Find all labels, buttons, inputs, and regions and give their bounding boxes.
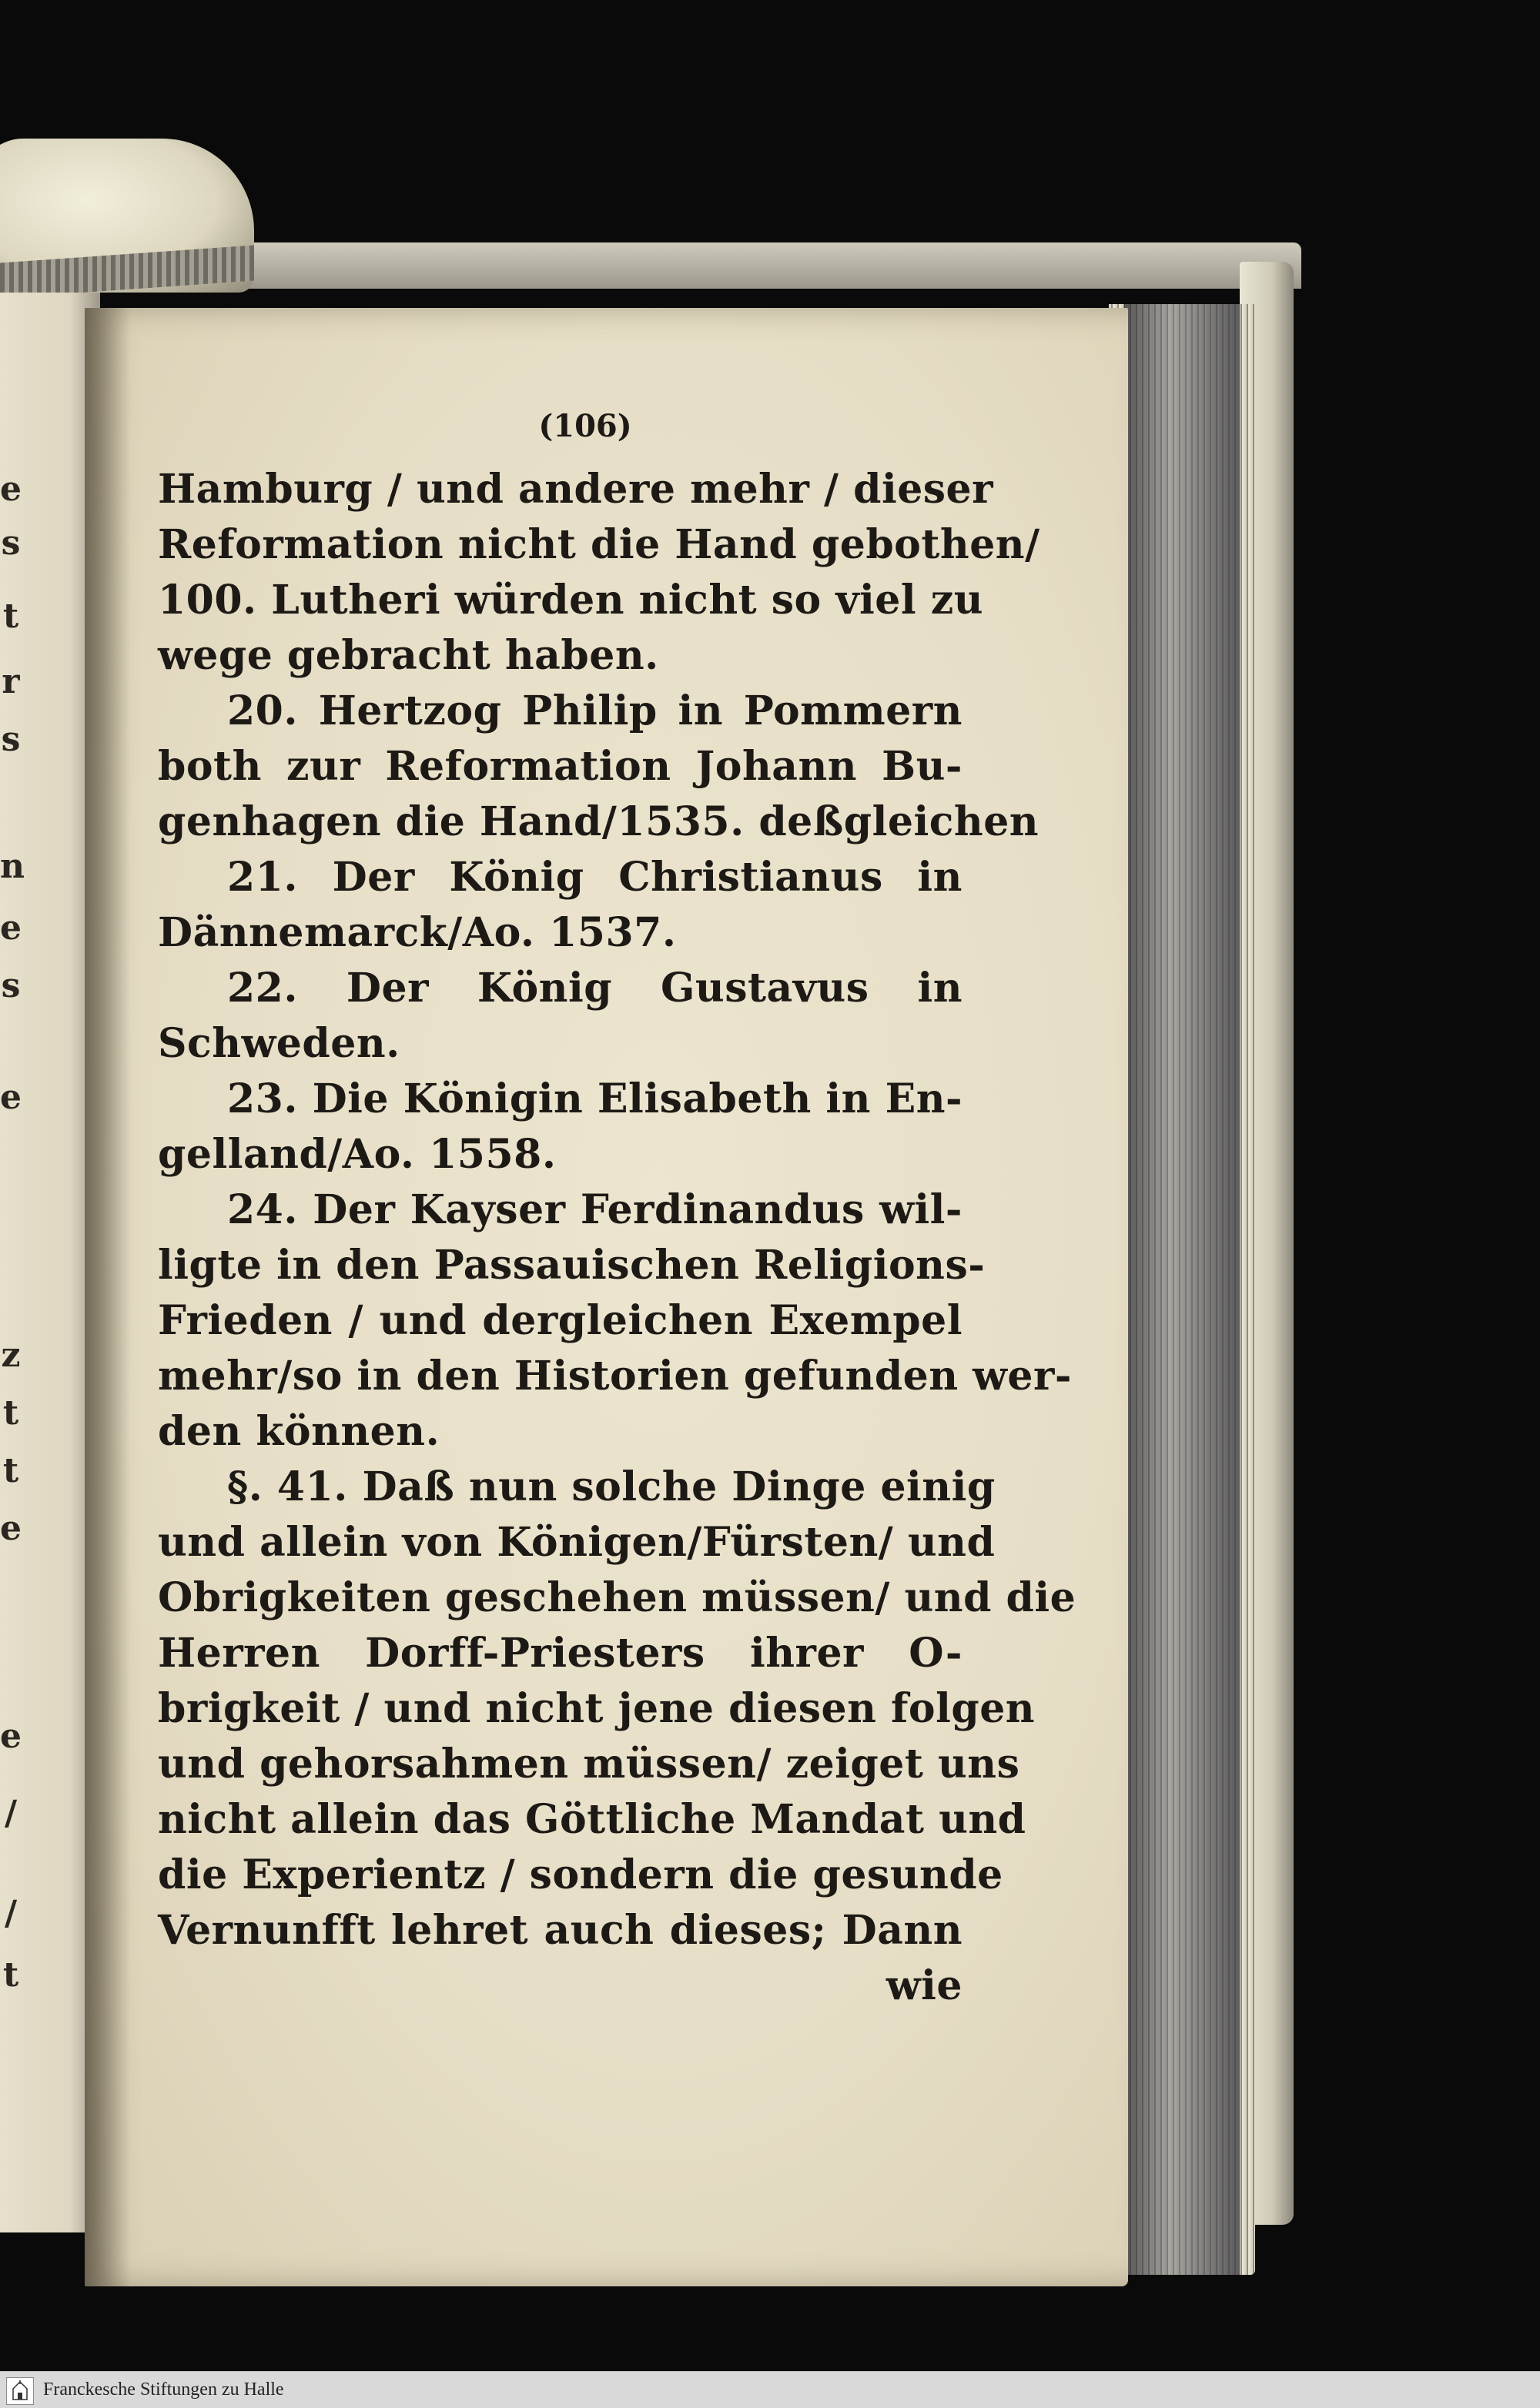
left-page-fragment: e bbox=[0, 908, 22, 948]
left-page-fragment: s bbox=[1, 523, 21, 563]
text-line: Herren Dorff-Priesters ihrer O- bbox=[158, 1630, 962, 1677]
institution-name: Franckesche Stiftungen zu Halle bbox=[43, 2380, 284, 2400]
left-page-fragment: e bbox=[0, 1717, 22, 1756]
left-page-fragment: t bbox=[2, 1451, 19, 1490]
text-line: brigkeit / und nicht jene diesen folgen bbox=[158, 1685, 1036, 1732]
text-line: Hamburg / und andere mehr / dieser bbox=[158, 466, 994, 513]
text-line: Reformation nicht die Hand gebothen/ bbox=[158, 521, 1040, 568]
text-line: Obrigkeiten geschehen müssen/ und die bbox=[158, 1574, 1076, 1621]
catchword: wie bbox=[886, 1962, 962, 2009]
text-line: Schweden. bbox=[158, 1020, 400, 1067]
page-text bbox=[158, 462, 1076, 2014]
text-line: Frieden / und dergleichen Exempel bbox=[158, 1297, 962, 1344]
text-line: 22. Der König Gustavus in bbox=[227, 965, 962, 1012]
text-line: gelland/Ao. 1558. bbox=[158, 1131, 557, 1178]
left-page-fragment: e bbox=[0, 1509, 22, 1548]
left-page-fragment: n bbox=[0, 847, 25, 886]
text-line: die Experientz / sondern die gesunde bbox=[158, 1851, 1003, 1898]
page-number: (106) bbox=[538, 408, 632, 444]
text-line: Dännemarck/Ao. 1537. bbox=[158, 909, 677, 956]
text-line: mehr/so in den Historien gefunden wer- bbox=[158, 1353, 1072, 1400]
left-page-fragment: t bbox=[2, 1955, 19, 1995]
footer-bar bbox=[0, 2371, 1540, 2408]
text-line: §. 41. Daß nun solche Dinge einig bbox=[227, 1463, 996, 1510]
left-page-fragment: s bbox=[1, 720, 21, 759]
gutter-shadow bbox=[85, 308, 131, 2286]
text-line: both zur Reformation Johann Bu- bbox=[158, 743, 962, 790]
left-page-fragment: e bbox=[0, 470, 22, 509]
left-page-fragment: t bbox=[2, 1393, 19, 1433]
text-line: 23. Die Königin Elisabeth in En- bbox=[227, 1075, 963, 1122]
left-page-fragment: z bbox=[1, 1336, 21, 1375]
text-line: den können. bbox=[158, 1408, 440, 1455]
text-line: 100. Lutheri würden nicht so viel zu bbox=[158, 577, 984, 624]
text-line: 21. Der König Christianus in bbox=[227, 854, 962, 901]
top-board bbox=[246, 242, 1301, 289]
text-line: genhagen die Hand/1535. deßgleichen bbox=[158, 798, 1040, 845]
text-line: 20. Hertzog Philip in Pommern bbox=[227, 687, 962, 734]
left-page-fragment: e bbox=[0, 1078, 22, 1117]
text-line: nicht allein das Göttliche Mandat und bbox=[158, 1796, 1026, 1843]
page-edges-shadow bbox=[1124, 304, 1240, 2275]
text-line: ligte in den Passauischen Religions- bbox=[158, 1242, 986, 1289]
left-page-fragment: / bbox=[4, 1794, 18, 1833]
left-page-fragment: s bbox=[1, 966, 21, 1005]
text-line: Vernunfft lehret auch dieses; Dann bbox=[158, 1907, 962, 1954]
text-line: wege gebracht haben. bbox=[158, 632, 659, 679]
left-page-fragment: t bbox=[2, 597, 19, 636]
left-page-fragment: / bbox=[4, 1894, 18, 1933]
text-line: und allein von Königen/Fürsten/ und bbox=[158, 1519, 996, 1566]
institution-logo-icon bbox=[6, 2377, 34, 2405]
text-line: und gehorsahmen müssen/ zeiget uns bbox=[158, 1741, 1020, 1788]
left-page-fragment: r bbox=[2, 662, 20, 701]
text-line: 24. Der Kayser Ferdinandus wil- bbox=[227, 1186, 962, 1233]
